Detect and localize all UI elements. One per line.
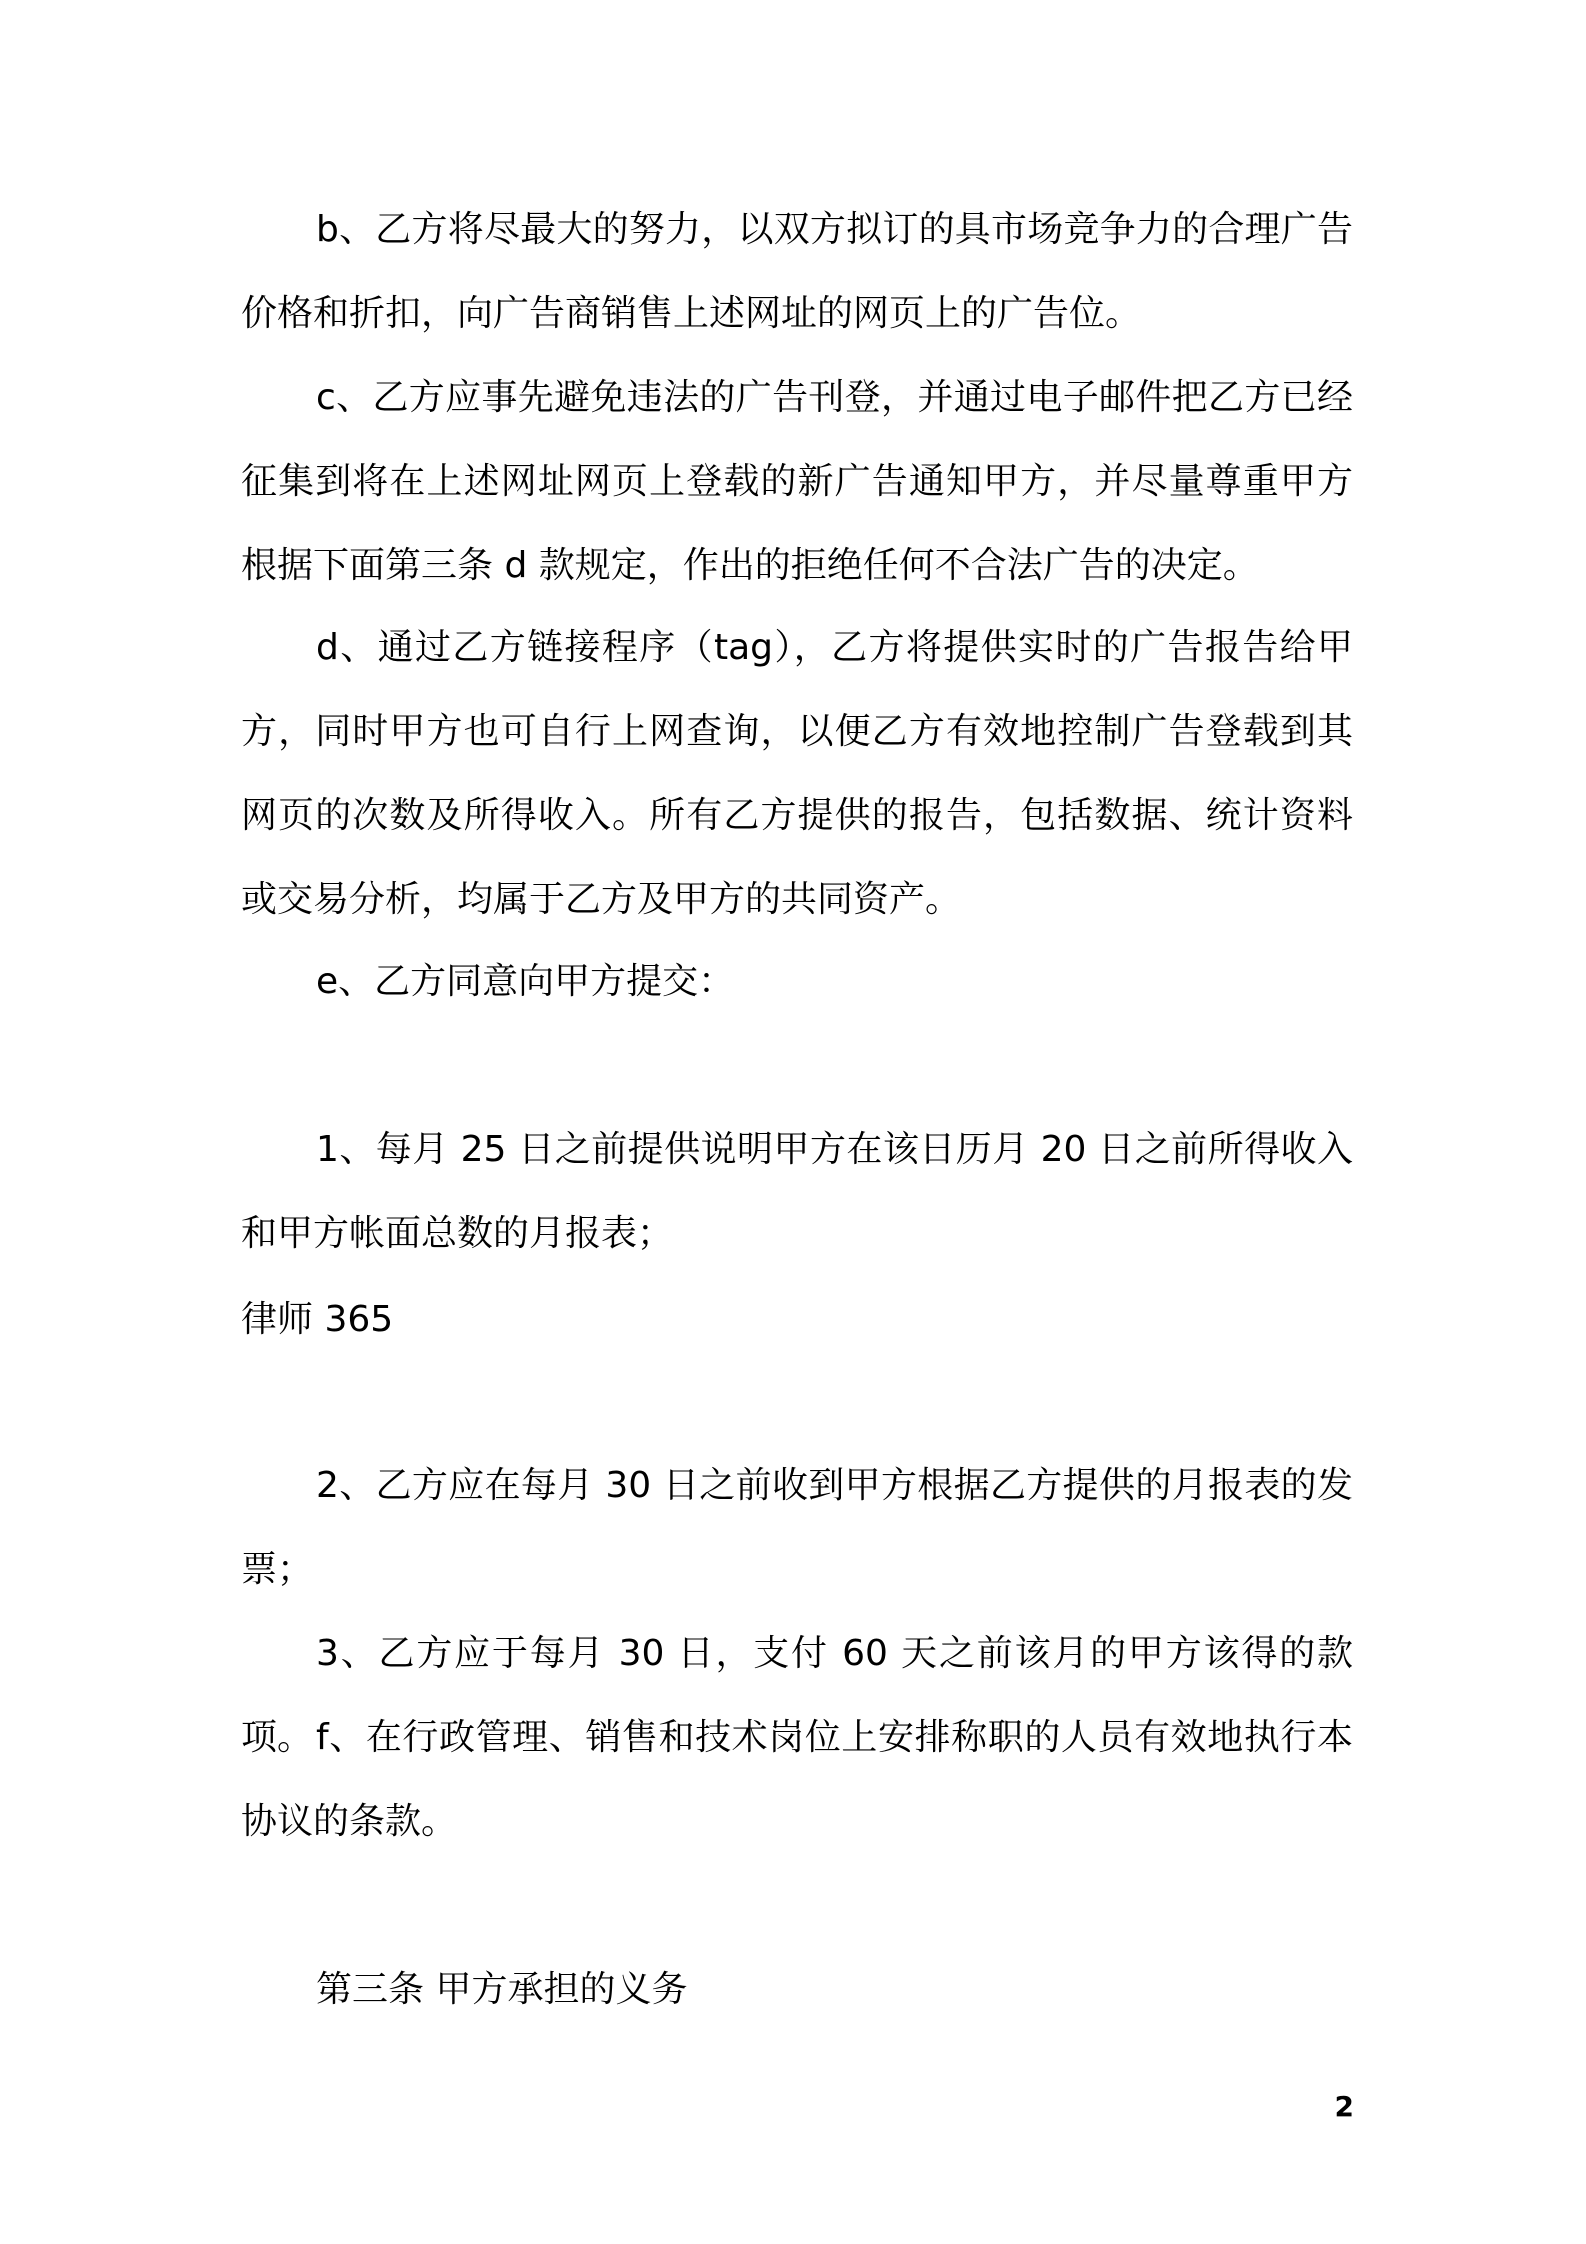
paragraph-item-1: 1、每月 25 日之前提供说明甲方在该日历月 20 日之前所得收入和甲方帐面总数的月报表； [241,1129,1353,1254]
section-heading-article-3: 第三条 甲方承担的义务 [316,1969,688,2010]
paragraph-c: c、乙方应事先避免违法的广告刊登，并通过电子邮件把乙方已经征集到将在上述网址网页上登载的新广告通知甲方，并尽量尊重甲方根据下面第三条 d 款规定，作出的拒绝任何不合法广告的决定。 [241,377,1353,586]
paragraph-item-3: 3、乙方应于每月 30 日，支付 60 天之前该月的甲方该得的款项。 [241,1633,1353,1758]
paragraph-item-2: 2、乙方应在每月 30 日之前收到甲方根据乙方提供的月报表的发票； [241,1465,1353,1590]
paragraph-e: e、乙方同意向甲方提交： [316,961,735,1002]
paragraph-d: d、通过乙方链接程序（tag），乙方将提供实时的广告报告给甲方，同时甲方也可自行上网查询，以便乙方有效地控制广告登载到其网页的次数及所得收入。所有乙方提供的报告，包括数据、统计资料或交易分析，均属于乙方及甲方的共同资产。 [241,627,1353,920]
paragraph-b: b、乙方将尽最大的努力，以双方拟订的具市场竞争力的合理广告价格和折扣，向广告商销售上述网址的网页上的广告位。 [241,209,1353,334]
page-number: 2 [1334,2090,1354,2123]
paragraph-f: f、在行政管理、销售和技术岗位上安排称职的人员有效地执行本协议的条款。 [241,1717,1353,1842]
paragraph-watermark-text: 律师 365 [241,1299,394,1340]
